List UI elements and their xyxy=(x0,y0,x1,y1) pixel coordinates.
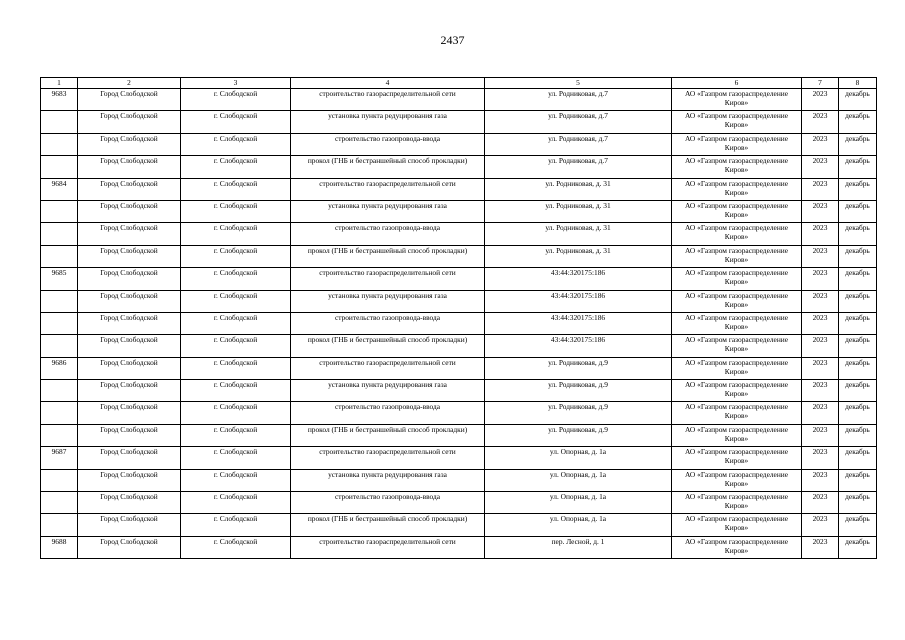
cell-municipality: Город Слободской xyxy=(78,133,181,155)
cell-month: декабрь xyxy=(839,245,877,267)
cell-organization: АО «Газпром газораспределение Киров» xyxy=(672,290,802,312)
cell-entry-number xyxy=(41,402,78,424)
cell-municipality: Город Слободской xyxy=(78,335,181,357)
cell-organization: АО «Газпром газораспределение Киров» xyxy=(672,424,802,446)
cell-year: 2023 xyxy=(802,178,839,200)
cell-settlement: г. Слободской xyxy=(181,447,291,469)
cell-year: 2023 xyxy=(802,89,839,111)
cell-month: декабрь xyxy=(839,514,877,536)
cell-municipality: Город Слободской xyxy=(78,111,181,133)
cell-month: декабрь xyxy=(839,89,877,111)
cell-work-type: строительство газораспределительной сети xyxy=(291,89,485,111)
cell-organization: АО «Газпром газораспределение Киров» xyxy=(672,223,802,245)
cell-municipality: Город Слободской xyxy=(78,156,181,178)
cell-year: 2023 xyxy=(802,424,839,446)
cell-address: ул. Родниковая, д. 31 xyxy=(485,245,672,267)
cell-address: ул. Родниковая, д.7 xyxy=(485,89,672,111)
table-row xyxy=(41,268,877,290)
cell-organization: АО «Газпром газораспределение Киров» xyxy=(672,245,802,267)
header-row xyxy=(41,78,877,89)
cell-month: декабрь xyxy=(839,111,877,133)
cell-organization: АО «Газпром газораспределение Киров» xyxy=(672,357,802,379)
cell-month: декабрь xyxy=(839,335,877,357)
registry-table xyxy=(40,77,877,559)
cell-entry-number xyxy=(41,514,78,536)
cell-year: 2023 xyxy=(802,156,839,178)
cell-month: декабрь xyxy=(839,312,877,334)
column-header-1: 1 xyxy=(41,78,78,89)
table-row xyxy=(41,492,877,514)
table-row xyxy=(41,245,877,267)
cell-work-type: установка пункта редуцирования газа xyxy=(291,290,485,312)
cell-organization: АО «Газпром газораспределение Киров» xyxy=(672,469,802,491)
cell-organization: АО «Газпром газораспределение Киров» xyxy=(672,335,802,357)
cell-entry-number: 9687 xyxy=(41,447,78,469)
cell-address: ул. Опорная, д. 1а xyxy=(485,469,672,491)
cell-municipality: Город Слободской xyxy=(78,357,181,379)
cell-address: ул. Родниковая, д. 31 xyxy=(485,178,672,200)
cell-address: ул. Опорная, д. 1а xyxy=(485,514,672,536)
cell-municipality: Город Слободской xyxy=(78,536,181,558)
cell-settlement: г. Слободской xyxy=(181,290,291,312)
cell-work-type: установка пункта редуцирования газа xyxy=(291,111,485,133)
cell-year: 2023 xyxy=(802,133,839,155)
cell-work-type: строительство газораспределительной сети xyxy=(291,268,485,290)
cell-entry-number xyxy=(41,133,78,155)
cell-settlement: г. Слободской xyxy=(181,492,291,514)
cell-entry-number xyxy=(41,312,78,334)
cell-settlement: г. Слободской xyxy=(181,312,291,334)
cell-month: декабрь xyxy=(839,380,877,402)
table-row xyxy=(41,380,877,402)
cell-municipality: Город Слободской xyxy=(78,245,181,267)
cell-address: пер. Лесной, д. 1 xyxy=(485,536,672,558)
cell-address: ул. Опорная, д. 1а xyxy=(485,492,672,514)
table-row xyxy=(41,133,877,155)
cell-work-type: прокол (ГНБ и бестраншейный способ прокладки) xyxy=(291,245,485,267)
cell-municipality: Город Слободской xyxy=(78,290,181,312)
cell-work-type: строительство газопровода-ввода xyxy=(291,133,485,155)
cell-year: 2023 xyxy=(802,469,839,491)
cell-year: 2023 xyxy=(802,536,839,558)
cell-work-type: строительство газораспределительной сети xyxy=(291,447,485,469)
cell-entry-number xyxy=(41,111,78,133)
cell-month: декабрь xyxy=(839,536,877,558)
table-row xyxy=(41,200,877,222)
cell-organization: АО «Газпром газораспределение Киров» xyxy=(672,178,802,200)
cell-entry-number xyxy=(41,469,78,491)
column-header-2: 2 xyxy=(78,78,181,89)
cell-settlement: г. Слободской xyxy=(181,245,291,267)
cell-settlement: г. Слободской xyxy=(181,335,291,357)
cell-entry-number: 9683 xyxy=(41,89,78,111)
column-header-8: 8 xyxy=(839,78,877,89)
cell-address: ул. Родниковая, д.9 xyxy=(485,402,672,424)
cell-entry-number: 9686 xyxy=(41,357,78,379)
cell-entry-number xyxy=(41,380,78,402)
cell-month: декабрь xyxy=(839,424,877,446)
cell-month: декабрь xyxy=(839,223,877,245)
cell-settlement: г. Слободской xyxy=(181,402,291,424)
cell-year: 2023 xyxy=(802,492,839,514)
cell-organization: АО «Газпром газораспределение Киров» xyxy=(672,380,802,402)
cell-entry-number xyxy=(41,200,78,222)
page-number: 2437 xyxy=(440,33,465,47)
cell-settlement: г. Слободской xyxy=(181,380,291,402)
cell-address: 43:44:320175:186 xyxy=(485,335,672,357)
cell-settlement: г. Слободской xyxy=(181,178,291,200)
table-row xyxy=(41,447,877,469)
cell-settlement: г. Слободской xyxy=(181,514,291,536)
cell-work-type: строительство газопровода-ввода xyxy=(291,223,485,245)
cell-municipality: Город Слободской xyxy=(78,312,181,334)
cell-municipality: Город Слободской xyxy=(78,89,181,111)
cell-settlement: г. Слободской xyxy=(181,223,291,245)
cell-settlement: г. Слободской xyxy=(181,156,291,178)
cell-work-type: прокол (ГНБ и бестраншейный способ прокладки) xyxy=(291,514,485,536)
table-row xyxy=(41,312,877,334)
cell-address: ул. Родниковая, д. 31 xyxy=(485,223,672,245)
cell-entry-number xyxy=(41,156,78,178)
cell-organization: АО «Газпром газораспределение Киров» xyxy=(672,200,802,222)
cell-organization: АО «Газпром газораспределение Киров» xyxy=(672,492,802,514)
cell-address: ул. Родниковая, д.9 xyxy=(485,357,672,379)
cell-organization: АО «Газпром газораспределение Киров» xyxy=(672,268,802,290)
cell-settlement: г. Слободской xyxy=(181,536,291,558)
cell-year: 2023 xyxy=(802,312,839,334)
cell-month: декабрь xyxy=(839,156,877,178)
cell-organization: АО «Газпром газораспределение Киров» xyxy=(672,402,802,424)
cell-year: 2023 xyxy=(802,514,839,536)
column-header-5: 5 xyxy=(485,78,672,89)
table-row xyxy=(41,111,877,133)
cell-settlement: г. Слободской xyxy=(181,424,291,446)
cell-municipality: Город Слободской xyxy=(78,178,181,200)
cell-work-type: прокол (ГНБ и бестраншейный способ прокладки) xyxy=(291,156,485,178)
cell-month: декабрь xyxy=(839,133,877,155)
cell-organization: АО «Газпром газораспределение Киров» xyxy=(672,133,802,155)
cell-work-type: строительство газопровода-ввода xyxy=(291,402,485,424)
cell-work-type: строительство газораспределительной сети xyxy=(291,357,485,379)
cell-entry-number xyxy=(41,492,78,514)
cell-year: 2023 xyxy=(802,200,839,222)
cell-municipality: Город Слободской xyxy=(78,223,181,245)
cell-settlement: г. Слободской xyxy=(181,89,291,111)
cell-settlement: г. Слободской xyxy=(181,469,291,491)
cell-work-type: установка пункта редуцирования газа xyxy=(291,469,485,491)
cell-organization: АО «Газпром газораспределение Киров» xyxy=(672,111,802,133)
table-body xyxy=(41,89,877,559)
cell-month: декабрь xyxy=(839,178,877,200)
cell-month: декабрь xyxy=(839,447,877,469)
cell-entry-number xyxy=(41,335,78,357)
table-row xyxy=(41,514,877,536)
cell-year: 2023 xyxy=(802,268,839,290)
cell-month: декабрь xyxy=(839,200,877,222)
cell-work-type: строительство газопровода-ввода xyxy=(291,492,485,514)
column-header-7: 7 xyxy=(802,78,839,89)
cell-settlement: г. Слободской xyxy=(181,357,291,379)
cell-work-type: строительство газораспределительной сети xyxy=(291,178,485,200)
cell-address: ул. Родниковая, д. 31 xyxy=(485,200,672,222)
cell-municipality: Город Слободской xyxy=(78,200,181,222)
cell-month: декабрь xyxy=(839,492,877,514)
cell-work-type: строительство газопровода-ввода xyxy=(291,312,485,334)
cell-municipality: Город Слободской xyxy=(78,447,181,469)
table-row xyxy=(41,89,877,111)
cell-year: 2023 xyxy=(802,402,839,424)
cell-month: декабрь xyxy=(839,290,877,312)
cell-address: 43:44:320175:186 xyxy=(485,268,672,290)
cell-municipality: Город Слободской xyxy=(78,514,181,536)
table-row xyxy=(41,290,877,312)
cell-work-type: установка пункта редуцирования газа xyxy=(291,380,485,402)
cell-entry-number xyxy=(41,245,78,267)
cell-month: декабрь xyxy=(839,402,877,424)
table-row xyxy=(41,536,877,558)
cell-address: ул. Родниковая, д.7 xyxy=(485,111,672,133)
cell-month: декабрь xyxy=(839,357,877,379)
cell-month: декабрь xyxy=(839,469,877,491)
cell-year: 2023 xyxy=(802,335,839,357)
cell-municipality: Город Слободской xyxy=(78,268,181,290)
cell-work-type: прокол (ГНБ и бестраншейный способ прокладки) xyxy=(291,335,485,357)
column-header-4: 4 xyxy=(291,78,485,89)
cell-year: 2023 xyxy=(802,290,839,312)
cell-settlement: г. Слободской xyxy=(181,111,291,133)
column-header-3: 3 xyxy=(181,78,291,89)
cell-year: 2023 xyxy=(802,447,839,469)
table-row xyxy=(41,156,877,178)
cell-organization: АО «Газпром газораспределение Киров» xyxy=(672,312,802,334)
cell-entry-number: 9685 xyxy=(41,268,78,290)
cell-municipality: Город Слободской xyxy=(78,380,181,402)
cell-municipality: Город Слободской xyxy=(78,492,181,514)
cell-entry-number xyxy=(41,223,78,245)
table-row xyxy=(41,402,877,424)
cell-year: 2023 xyxy=(802,223,839,245)
cell-organization: АО «Газпром газораспределение Киров» xyxy=(672,156,802,178)
cell-entry-number: 9684 xyxy=(41,178,78,200)
column-header-6: 6 xyxy=(672,78,802,89)
cell-municipality: Город Слободской xyxy=(78,424,181,446)
cell-address: ул. Родниковая, д.9 xyxy=(485,380,672,402)
table-row xyxy=(41,178,877,200)
cell-organization: АО «Газпром газораспределение Киров» xyxy=(672,89,802,111)
cell-year: 2023 xyxy=(802,111,839,133)
cell-address: ул. Опорная, д. 1а xyxy=(485,447,672,469)
cell-year: 2023 xyxy=(802,380,839,402)
table-row xyxy=(41,424,877,446)
cell-organization: АО «Газпром газораспределение Киров» xyxy=(672,514,802,536)
cell-organization: АО «Газпром газораспределение Киров» xyxy=(672,447,802,469)
cell-work-type: прокол (ГНБ и бестраншейный способ прокладки) xyxy=(291,424,485,446)
cell-work-type: строительство газораспределительной сети xyxy=(291,536,485,558)
cell-entry-number xyxy=(41,424,78,446)
cell-settlement: г. Слободской xyxy=(181,268,291,290)
cell-entry-number: 9688 xyxy=(41,536,78,558)
table-row xyxy=(41,357,877,379)
cell-municipality: Город Слободской xyxy=(78,402,181,424)
cell-organization: АО «Газпром газораспределение Киров» xyxy=(672,536,802,558)
cell-year: 2023 xyxy=(802,357,839,379)
cell-entry-number xyxy=(41,290,78,312)
cell-address: 43:44:320175:186 xyxy=(485,290,672,312)
table-row xyxy=(41,223,877,245)
cell-work-type: установка пункта редуцирования газа xyxy=(291,200,485,222)
cell-settlement: г. Слободской xyxy=(181,133,291,155)
table-row xyxy=(41,469,877,491)
cell-address: 43:44:320175:186 xyxy=(485,312,672,334)
cell-address: ул. Родниковая, д.7 xyxy=(485,133,672,155)
cell-month: декабрь xyxy=(839,268,877,290)
cell-address: ул. Родниковая, д.9 xyxy=(485,424,672,446)
cell-municipality: Город Слободской xyxy=(78,469,181,491)
cell-year: 2023 xyxy=(802,245,839,267)
table-row xyxy=(41,335,877,357)
cell-address: ул. Родниковая, д.7 xyxy=(485,156,672,178)
cell-settlement: г. Слободской xyxy=(181,200,291,222)
